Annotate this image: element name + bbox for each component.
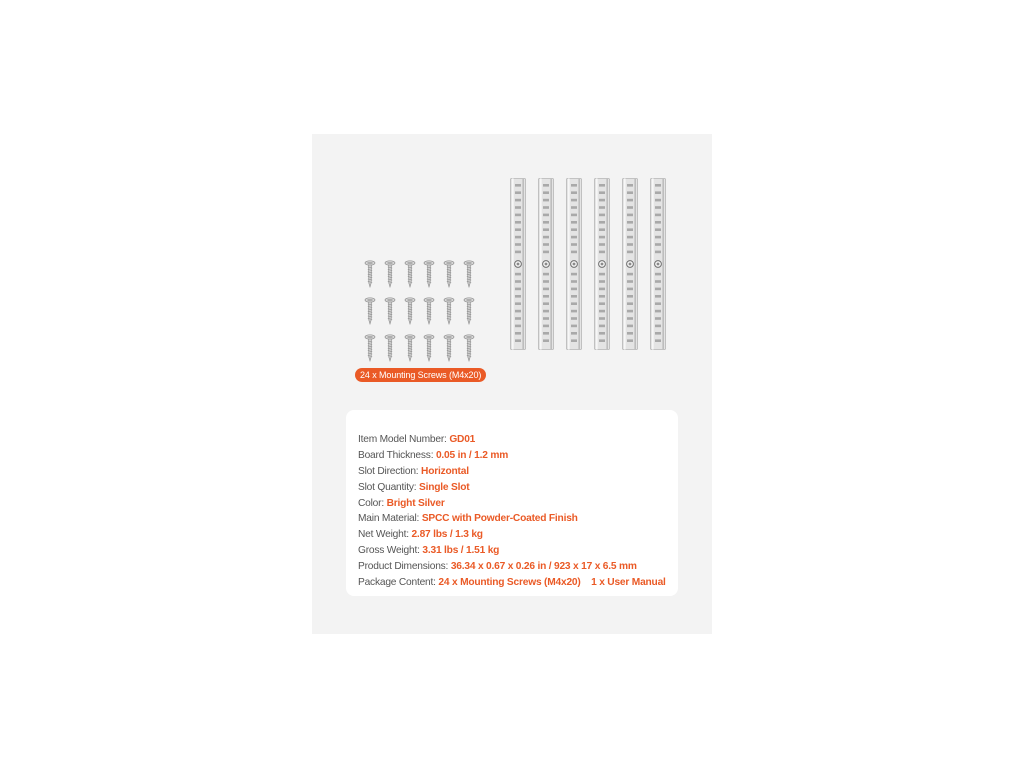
spec-value: 3.31 lbs / 1.51 kg (422, 545, 500, 557)
spec-row-slot-quantity (358, 480, 666, 496)
spec-list (358, 432, 666, 591)
spec-value: 2.87 lbs / 1.3 kg (411, 529, 483, 541)
spec-value: Horizontal (421, 465, 469, 477)
spec-row-product-dimensions (358, 559, 666, 575)
spec-label: Main Material: (358, 513, 422, 525)
wood-screw-icon (463, 260, 475, 288)
wood-screw-icon (463, 334, 475, 362)
spec-row-gross-weight (358, 543, 666, 559)
wood-screw-icon (364, 260, 376, 288)
wood-screw-icon (384, 334, 396, 362)
spec-row-model-number (358, 432, 666, 448)
spec-label: Slot Quantity: (358, 481, 419, 493)
wood-screw-icon (443, 334, 455, 362)
spec-row-main-material (358, 511, 666, 527)
wood-screw-icon (423, 260, 435, 288)
rails-group (508, 178, 672, 354)
spec-value: Single Slot (419, 481, 470, 493)
wall-strip-rail-icon (622, 178, 638, 350)
wall-strip-rail-icon (538, 178, 554, 350)
wood-screw-icon (364, 297, 376, 325)
spec-value: GD01 (449, 434, 476, 445)
spec-value: Bright Silver (386, 497, 445, 509)
wall-strip-rail-icon (510, 178, 526, 350)
spec-value: 36.34 x 0.67 x 0.26 in / 923 x 17 x 6.5 mm (450, 561, 637, 573)
wood-screw-icon (423, 297, 435, 325)
spec-value: 0.05 in / 1.2 mm (435, 449, 509, 461)
wood-screw-icon (463, 297, 475, 325)
spec-row-package-content (358, 575, 666, 591)
spec-row-slot-direction (358, 464, 666, 480)
spec-row-color (358, 496, 666, 512)
wood-screw-icon (443, 260, 455, 288)
wall-strip-rail-icon (566, 178, 582, 350)
specifications-panel (346, 410, 678, 596)
spec-value: 24 x Mounting Screws (M4x20) 1 x User Manual (438, 577, 666, 589)
spec-label: Product Dimensions: (358, 561, 451, 573)
wood-screw-icon (443, 297, 455, 325)
screws-caption: 24 x Mounting Screws (M4x20) (355, 368, 486, 382)
spec-value: SPCC with Powder-Coated Finish (421, 513, 578, 525)
spec-label: Color: (358, 497, 387, 509)
wood-screw-icon (384, 297, 396, 325)
spec-row-net-weight (358, 527, 666, 543)
wood-screw-icon (423, 334, 435, 362)
screws-group (354, 258, 484, 368)
spec-label: Slot Direction: (358, 465, 422, 477)
spec-label: Board Thickness: (358, 449, 436, 461)
wood-screw-icon (364, 334, 376, 362)
wall-strip-rail-icon (594, 178, 610, 350)
spec-row-board-thickness (358, 448, 666, 464)
wood-screw-icon (404, 260, 416, 288)
spec-label: Net Weight: (358, 529, 412, 541)
wood-screw-icon (404, 297, 416, 325)
spec-label: Gross Weight: (358, 545, 423, 557)
spec-label: Item Model Number: (358, 434, 450, 445)
wood-screw-icon (404, 334, 416, 362)
wall-strip-rail-icon (650, 178, 666, 350)
spec-label: Package Content: (358, 577, 439, 589)
wood-screw-icon (384, 260, 396, 288)
